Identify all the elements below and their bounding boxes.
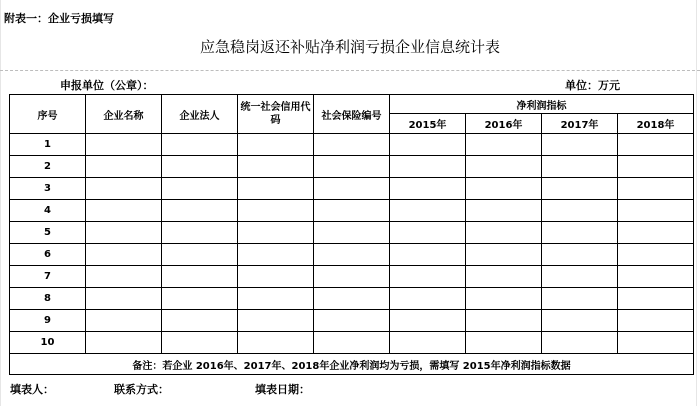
sheet-gridline-right xyxy=(696,0,697,406)
input-cell[interactable] xyxy=(238,244,314,266)
input-cell[interactable] xyxy=(618,200,694,222)
note-row xyxy=(10,354,694,375)
table-row xyxy=(10,200,694,222)
note-text: 备注：若企业 2016年、2017年、2018年企业净利润均为亏损，需填写 2015年净利润指标数据 xyxy=(10,354,694,375)
input-cell[interactable] xyxy=(314,310,390,332)
input-cell[interactable] xyxy=(466,222,542,244)
input-cell[interactable] xyxy=(466,310,542,332)
header-net-profit: 净利润指标 xyxy=(390,95,694,114)
header-seq: 序号 xyxy=(10,95,86,134)
input-cell[interactable] xyxy=(466,266,542,288)
input-cell[interactable] xyxy=(618,332,694,354)
row-seq: 5 xyxy=(10,222,86,244)
input-cell[interactable] xyxy=(86,222,162,244)
table-row xyxy=(10,222,694,244)
input-cell[interactable] xyxy=(238,288,314,310)
input-cell[interactable] xyxy=(542,200,618,222)
table-row xyxy=(10,332,694,354)
input-cell[interactable] xyxy=(466,200,542,222)
input-cell[interactable] xyxy=(86,244,162,266)
input-cell[interactable] xyxy=(86,134,162,156)
input-cell[interactable] xyxy=(314,288,390,310)
header-year-2018: 2018年 xyxy=(618,114,694,134)
input-cell[interactable] xyxy=(618,134,694,156)
input-cell[interactable] xyxy=(314,156,390,178)
input-cell[interactable] xyxy=(618,244,694,266)
row-seq: 8 xyxy=(10,288,86,310)
input-cell[interactable] xyxy=(466,244,542,266)
header-social-security-no: 社会保险编号 xyxy=(314,95,390,134)
input-cell[interactable] xyxy=(542,244,618,266)
input-cell[interactable] xyxy=(314,134,390,156)
header-company-name: 企业名称 xyxy=(86,95,162,134)
input-cell[interactable] xyxy=(466,288,542,310)
row-seq: 1 xyxy=(10,134,86,156)
input-cell[interactable] xyxy=(390,244,466,266)
table-row xyxy=(10,134,694,156)
input-cell[interactable] xyxy=(618,178,694,200)
table-row xyxy=(10,156,694,178)
row-seq: 4 xyxy=(10,200,86,222)
input-cell[interactable] xyxy=(618,156,694,178)
input-cell[interactable] xyxy=(238,310,314,332)
input-cell[interactable] xyxy=(162,288,238,310)
sheet-gridline-left xyxy=(0,0,1,406)
table-row xyxy=(10,288,694,310)
input-cell[interactable] xyxy=(390,156,466,178)
input-cell[interactable] xyxy=(390,266,466,288)
table-row xyxy=(10,178,694,200)
input-cell[interactable] xyxy=(86,310,162,332)
input-cell[interactable] xyxy=(542,310,618,332)
input-cell[interactable] xyxy=(390,332,466,354)
input-cell[interactable] xyxy=(162,156,238,178)
input-cell[interactable] xyxy=(238,266,314,288)
header-year-2015: 2015年 xyxy=(390,114,466,134)
input-cell[interactable] xyxy=(314,178,390,200)
header-year-2016: 2016年 xyxy=(466,114,542,134)
input-cell[interactable] xyxy=(86,288,162,310)
input-cell[interactable] xyxy=(314,244,390,266)
header-legal-person: 企业法人 xyxy=(162,95,238,134)
row-seq: 9 xyxy=(10,310,86,332)
input-cell[interactable] xyxy=(86,200,162,222)
input-cell[interactable] xyxy=(542,156,618,178)
input-cell[interactable] xyxy=(162,178,238,200)
input-cell[interactable] xyxy=(390,222,466,244)
row-seq: 6 xyxy=(10,244,86,266)
input-cell[interactable] xyxy=(618,288,694,310)
input-cell[interactable] xyxy=(390,288,466,310)
input-cell[interactable] xyxy=(162,332,238,354)
header-year-2017: 2017年 xyxy=(542,114,618,134)
input-cell[interactable] xyxy=(542,134,618,156)
input-cell[interactable] xyxy=(162,266,238,288)
input-cell[interactable] xyxy=(314,332,390,354)
input-cell[interactable] xyxy=(542,178,618,200)
input-cell[interactable] xyxy=(542,266,618,288)
input-cell[interactable] xyxy=(238,134,314,156)
annex-label: 附表一：企业亏损填写 xyxy=(4,12,114,25)
input-cell[interactable] xyxy=(542,222,618,244)
table-row xyxy=(10,310,694,332)
input-cell[interactable] xyxy=(162,222,238,244)
input-cell[interactable] xyxy=(618,310,694,332)
header-credit-code: 统一社会信用代码 xyxy=(238,95,314,134)
sheet-divider xyxy=(0,70,700,72)
unit-label: 单位：万元 xyxy=(565,79,620,92)
input-cell[interactable] xyxy=(238,200,314,222)
input-cell[interactable] xyxy=(86,266,162,288)
table-row xyxy=(10,266,694,288)
input-cell[interactable] xyxy=(314,200,390,222)
input-cell[interactable] xyxy=(86,178,162,200)
input-cell[interactable] xyxy=(390,178,466,200)
row-seq: 10 xyxy=(10,332,86,354)
input-cell[interactable] xyxy=(466,156,542,178)
input-cell[interactable] xyxy=(390,134,466,156)
input-cell[interactable] xyxy=(314,222,390,244)
input-cell[interactable] xyxy=(86,332,162,354)
input-cell[interactable] xyxy=(466,134,542,156)
applicant-label: 申报单位（公章）： xyxy=(60,79,154,92)
input-cell[interactable] xyxy=(618,266,694,288)
input-cell[interactable] xyxy=(238,222,314,244)
input-cell[interactable] xyxy=(542,332,618,354)
input-cell[interactable] xyxy=(542,288,618,310)
input-cell[interactable] xyxy=(238,156,314,178)
input-cell[interactable] xyxy=(86,156,162,178)
input-cell[interactable] xyxy=(162,310,238,332)
date-label: 填表日期： xyxy=(255,383,310,396)
input-cell[interactable] xyxy=(314,266,390,288)
input-cell[interactable] xyxy=(162,134,238,156)
input-cell[interactable] xyxy=(162,244,238,266)
stats-table xyxy=(9,94,694,375)
input-cell[interactable] xyxy=(466,332,542,354)
filler-label: 填表人： xyxy=(10,383,54,396)
input-cell[interactable] xyxy=(162,200,238,222)
input-cell[interactable] xyxy=(390,200,466,222)
contact-label: 联系方式： xyxy=(114,383,169,396)
row-seq: 7 xyxy=(10,266,86,288)
row-seq: 2 xyxy=(10,156,86,178)
input-cell[interactable] xyxy=(390,310,466,332)
row-seq: 3 xyxy=(10,178,86,200)
form-title: 应急稳岗返还补贴净利润亏损企业信息统计表 xyxy=(199,38,500,56)
input-cell[interactable] xyxy=(238,332,314,354)
input-cell[interactable] xyxy=(618,222,694,244)
input-cell[interactable] xyxy=(238,178,314,200)
input-cell[interactable] xyxy=(466,178,542,200)
table-row xyxy=(10,244,694,266)
